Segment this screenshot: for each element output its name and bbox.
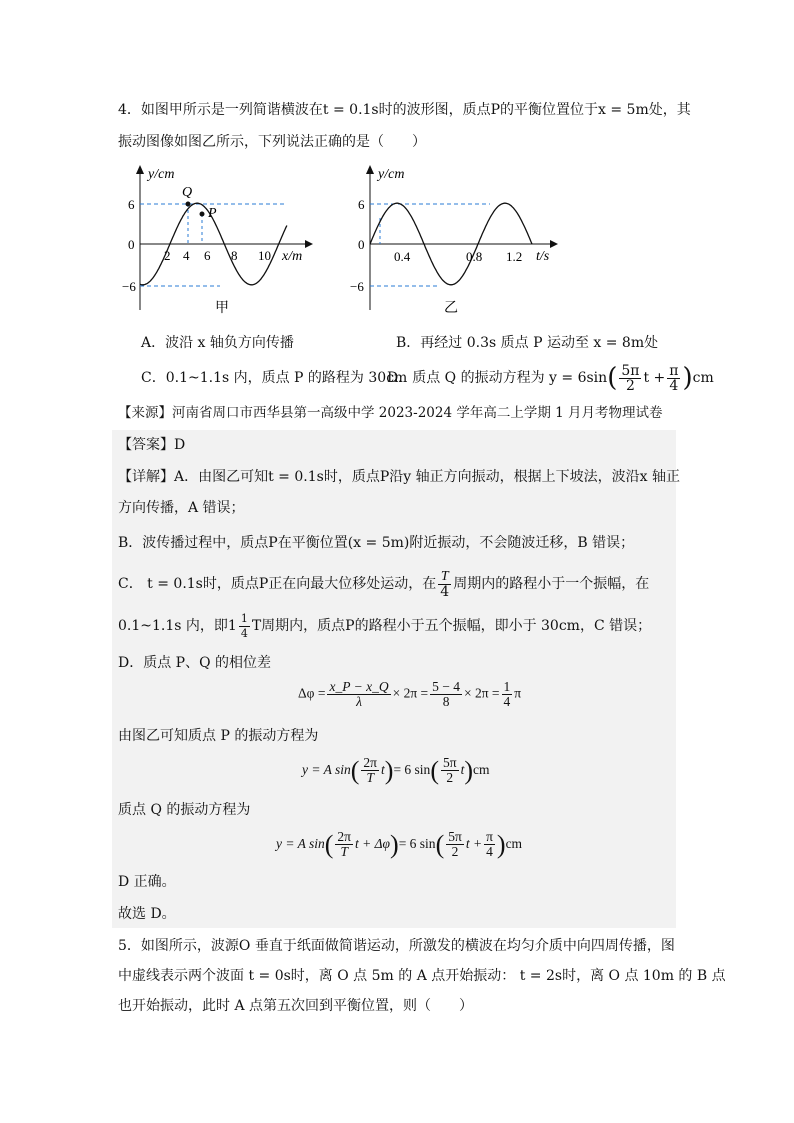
fig-b-xtick-1.2: 1.2 xyxy=(506,249,523,264)
q5-line1: 5．如图所示，波源O 垂直于纸面做简谐运动，所激发的横波在均匀介质中向四周传播，图 xyxy=(118,938,675,954)
fig-a-xtick-2: 2 xyxy=(164,248,171,263)
fig-a-point-q: Q xyxy=(182,185,193,200)
fig-b-ytick-6: 6 xyxy=(358,197,365,212)
detail-b: B．波传播过程中，质点P在平衡位置(x = 5m)附近振动，不会随波迁移，B 错误； xyxy=(118,535,635,551)
fig-b-caption: 乙 xyxy=(444,301,458,316)
option-b: B．再经过 0.3s 质点 P 运动至 x = 8m处 xyxy=(396,335,659,351)
fig-a-point-p: P xyxy=(208,206,217,221)
fig-b-xlabel: t/s xyxy=(536,249,550,264)
choose-line: 故选 D。 xyxy=(118,906,176,922)
option-d-frac2: $\frac{\pi}{4}$ xyxy=(669,362,679,394)
option-d-mid: t + xyxy=(643,370,666,386)
fig-a-xlabel: x/m xyxy=(282,249,303,264)
q4-stem-line2: 振动图像如图乙所示，下列说法正确的是（ ） xyxy=(118,134,426,150)
fig-b-ytick-0: 0 xyxy=(358,237,365,252)
option-a: A．波沿 x 轴负方向传播 xyxy=(141,335,294,351)
fig-a-xtick-8: 8 xyxy=(231,248,238,263)
detail-c-line2 xyxy=(118,608,651,644)
fig-b-ylabel: y/cm xyxy=(378,167,405,182)
source-line: 【来源】河南省周口市西华县第一高级中学 2023-2024 学年高二上学期 1 月月考物理试卷 xyxy=(118,405,663,421)
option-d: D．质点 Q 的振动方程为 y = 6sin( $\frac{5\pi}{2}$ t + $\frac{\pi}{4}$ )cm xyxy=(387,362,714,394)
option-d-frac1: $\frac{5\pi}{2}$ xyxy=(621,362,640,394)
option-d-unit: cm xyxy=(692,370,714,386)
fig-a-ytick-6: 6 xyxy=(128,197,135,212)
detail-c1b: 周期内的路程小于一个振幅，在 xyxy=(453,576,650,592)
figure-wave xyxy=(122,160,315,320)
text-p-equation: 由图乙可知质点 P 的振动方程为 xyxy=(118,728,319,744)
fig-a-ylabel: y/cm xyxy=(148,167,175,182)
answer-line: 【答案】D xyxy=(118,437,186,453)
fig-a-xtick-6: 6 xyxy=(204,248,211,263)
detail-c2b: T周期内，质点P的路程小于五个振幅，即小于 30cm，C 错误； xyxy=(251,618,652,634)
detail-c2a: 0.1~1.1s 内，即1 xyxy=(118,618,237,634)
detail-line2: 方向传播，A 错误； xyxy=(118,500,245,516)
fig-b-ytick-neg6: −6 xyxy=(350,279,364,294)
equation-p: y = A sin( $\frac{2\pi}{T}$ t)= 6 sin( $\frac{5\pi}{2}$ t)cm xyxy=(302,755,490,786)
detail-c1-frac: $\frac{T}{4}$ xyxy=(440,568,450,600)
detail-line1: 【详解】A．由图乙可知t = 0.1s时，质点P沿y 轴正方向振动，根据上下坡法，波沿x 轴正 xyxy=(118,469,680,485)
detail-c1a: C． t = 0.1s时，质点P正在向最大位移处运动，在 xyxy=(118,576,437,592)
q4-stem-line1: 4．如图甲所示是一列简谐横波在t = 0.1s时的波形图，质点P的平衡位置位于x = 5m处，其 xyxy=(118,102,691,118)
equation-phase: Δφ = $\frac{x\_P - x\_Q}{\lambda}$ × 2π = $\frac{5 - 4}{8}$ × 2π = $\frac{1}{4}$ π xyxy=(298,679,522,709)
option-d-prefix: D．质点 Q 的振动方程为 y = 6sin xyxy=(387,370,608,386)
fig-a-ytick-neg6: −6 xyxy=(122,279,136,294)
figure-vibration xyxy=(350,160,560,320)
detail-c-line1 xyxy=(118,566,649,602)
text-q-equation: 质点 Q 的振动方程为 xyxy=(118,802,251,818)
equation-q: y = A sin( $\frac{2\pi}{T}$ t + Δφ)= 6 sin( $\frac{5\pi}{2}$ t + $\frac{\pi}{4}$ )cm xyxy=(276,829,523,860)
detail-d: D．质点 P、Q 的相位差 xyxy=(118,655,272,671)
fig-a-caption: 甲 xyxy=(215,301,229,316)
point-p-marker xyxy=(200,212,205,217)
detail-c2-frac: $\frac{1}{4}$ xyxy=(240,611,248,640)
d-correct: D 正确。 xyxy=(118,874,176,890)
option-c: C．0.1~1.1s 内，质点 P 的路程为 30cm xyxy=(141,370,408,386)
fig-a-xtick-10: 10 xyxy=(258,248,271,263)
fig-b-xtick-0.8: 0.8 xyxy=(466,249,483,264)
fig-a-xtick-4: 4 xyxy=(183,248,190,263)
q5-line2: 中虚线表示两个波面 t = 0s时，离 O 点 5m 的 A 点开始振动： t = 2s时，离 O 点 10m 的 B 点 xyxy=(118,968,726,984)
point-q-marker xyxy=(186,202,191,207)
fig-b-xtick-0.4: 0.4 xyxy=(394,249,411,264)
q5-line3: 也开始振动，此时 A 点第五次回到平衡位置，则（ ） xyxy=(118,998,474,1014)
fig-a-ytick-0: 0 xyxy=(128,237,135,252)
